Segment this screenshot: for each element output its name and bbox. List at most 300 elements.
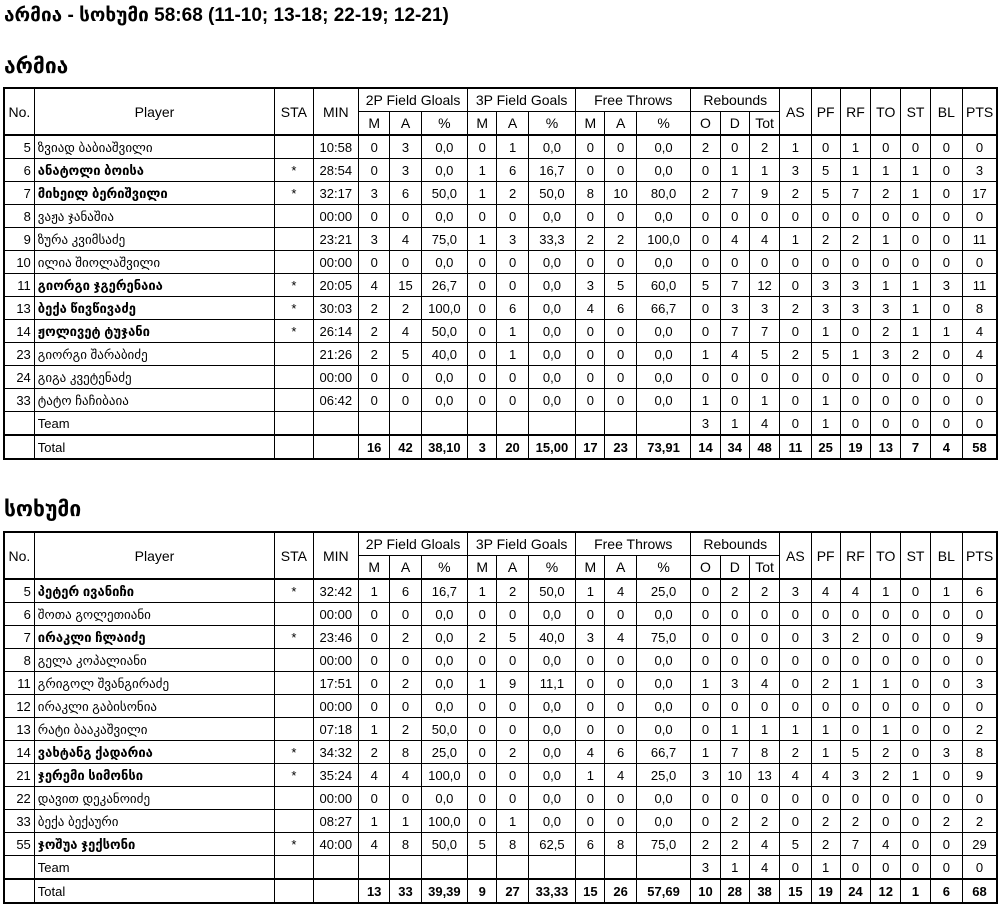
stat-pft: 0,0: [636, 787, 691, 810]
player-number: 55: [4, 833, 34, 856]
stat-mft: 0: [576, 320, 605, 343]
stat-mft: 0: [576, 649, 605, 672]
stat-aft: 0: [605, 159, 636, 182]
header-no: No.: [4, 88, 34, 135]
stat-pf: 5: [811, 159, 840, 182]
stat-m2: 2: [359, 741, 390, 764]
stat-pf: 3: [811, 274, 840, 297]
stat-mft: 0: [576, 718, 605, 741]
stat-p2: 0,0: [421, 649, 467, 672]
stat-a3: 1: [497, 320, 528, 343]
stat-mft: 0: [576, 135, 605, 159]
stat-pft: 80,0: [636, 182, 691, 205]
header-sta: STA: [275, 532, 313, 579]
stat-m3: 1: [468, 159, 497, 182]
stat-to: 0: [871, 205, 901, 228]
stat-pf: 2: [811, 672, 840, 695]
stat-m3: 0: [468, 787, 497, 810]
stat-a2: 0: [390, 695, 421, 718]
subheader-offensive: O: [691, 556, 720, 580]
stat-st: 0: [901, 672, 930, 695]
stat-a2: 6: [390, 182, 421, 205]
stat-rt: 2: [749, 135, 779, 159]
stat-a3: 5: [497, 626, 528, 649]
starter-mark: *: [275, 159, 313, 182]
starter-mark: [275, 718, 313, 741]
stat-m3: 0: [468, 366, 497, 389]
stat-pts: 8: [962, 297, 997, 320]
stat-rd: 7: [720, 274, 749, 297]
stat-pft: 66,7: [636, 297, 691, 320]
stat-to: 0: [871, 626, 901, 649]
empty-cell: [275, 856, 313, 880]
stat-rd: 0: [720, 251, 749, 274]
stat-a2: 3: [390, 135, 421, 159]
stat-rd: 0: [720, 787, 749, 810]
subheader-made: M: [359, 556, 390, 580]
stat-aft: 0: [605, 366, 636, 389]
stat-bl: 0: [930, 672, 962, 695]
header-player: Player: [34, 88, 274, 135]
player-number: 24: [4, 366, 34, 389]
stat-a2: [390, 412, 421, 436]
starter-mark: [275, 649, 313, 672]
player-row: [4, 205, 997, 228]
stat-bl: 0: [930, 412, 962, 436]
stat-pf: 0: [811, 649, 840, 672]
stat-mft: 0: [576, 343, 605, 366]
stat-m3: 0: [468, 343, 497, 366]
stat-bl: 2: [930, 810, 962, 833]
total-bl: 4: [930, 435, 962, 459]
header-bl: BL: [930, 532, 962, 579]
stat-m3: 0: [468, 205, 497, 228]
total-st: 1: [901, 879, 930, 903]
stat-rf: 5: [840, 741, 870, 764]
stat-bl: 0: [930, 205, 962, 228]
header-rebounds: Rebounds: [691, 88, 780, 112]
stat-rd: 1: [720, 856, 749, 880]
table-header: [4, 88, 997, 135]
stat-mft: 4: [576, 741, 605, 764]
stat-pf: 1: [811, 412, 840, 436]
stat-a3: 0: [497, 787, 528, 810]
player-name: ჯერემი სიმონსი: [34, 764, 274, 787]
stat-aft: 0: [605, 649, 636, 672]
stat-aft: [605, 856, 636, 880]
stat-as: 2: [780, 343, 811, 366]
stat-p2: 100,0: [421, 764, 467, 787]
stat-as: 0: [780, 251, 811, 274]
stat-m3: 0: [468, 741, 497, 764]
stat-a2: 4: [390, 228, 421, 251]
stat-pts: 29: [962, 833, 997, 856]
stat-m3: 0: [468, 649, 497, 672]
stat-ro: 1: [691, 741, 720, 764]
starter-mark: *: [275, 182, 313, 205]
stat-m2: 3: [359, 228, 390, 251]
stat-p2: 0,0: [421, 603, 467, 626]
stat-bl: 3: [930, 274, 962, 297]
stat-mft: 0: [576, 810, 605, 833]
minutes: 10:58: [313, 135, 358, 159]
stat-m2: 0: [359, 626, 390, 649]
stat-as: 0: [780, 274, 811, 297]
stat-rt: 4: [749, 412, 779, 436]
header-to: TO: [871, 88, 901, 135]
stat-mft: 3: [576, 274, 605, 297]
stat-pf: 2: [811, 810, 840, 833]
stat-pf: 0: [811, 787, 840, 810]
stat-p3: [528, 412, 575, 436]
player-number: 23: [4, 343, 34, 366]
stat-m3: 2: [468, 626, 497, 649]
player-number: 13: [4, 297, 34, 320]
player-name: გიორგი ჯგერენაია: [34, 274, 274, 297]
stat-to: 1: [871, 672, 901, 695]
stat-aft: 0: [605, 343, 636, 366]
stat-pts: 6: [962, 579, 997, 603]
stat-a3: 1: [497, 810, 528, 833]
stat-mft: [576, 856, 605, 880]
stat-rf: 0: [840, 718, 870, 741]
stat-a3: 0: [497, 366, 528, 389]
stat-a3: 1: [497, 135, 528, 159]
stat-p2: 0,0: [421, 626, 467, 649]
team-name: არმია: [4, 55, 69, 78]
stat-ro: 3: [691, 856, 720, 880]
stat-a2: 0: [390, 251, 421, 274]
player-number: 7: [4, 626, 34, 649]
player-number: 22: [4, 787, 34, 810]
stat-mft: 0: [576, 205, 605, 228]
stat-aft: 0: [605, 810, 636, 833]
stat-pft: 0,0: [636, 649, 691, 672]
stat-st: 0: [901, 856, 930, 880]
total-as: 15: [780, 879, 811, 903]
stat-bl: 0: [930, 856, 962, 880]
total-to: 12: [871, 879, 901, 903]
stat-m2: 4: [359, 833, 390, 856]
subheader-total: Tot: [749, 112, 779, 136]
stat-rf: 4: [840, 579, 870, 603]
player-number: 6: [4, 159, 34, 182]
stat-m3: 0: [468, 297, 497, 320]
total-rd: 28: [720, 879, 749, 903]
stat-pft: 75,0: [636, 833, 691, 856]
stat-rd: 7: [720, 741, 749, 764]
stat-pft: 0,0: [636, 320, 691, 343]
starter-mark: *: [275, 741, 313, 764]
stat-ro: 5: [691, 274, 720, 297]
stat-pts: 0: [962, 412, 997, 436]
subheader-defensive: D: [720, 112, 749, 136]
minutes: 00:00: [313, 603, 358, 626]
header-row: [4, 532, 997, 556]
stat-a2: 2: [390, 626, 421, 649]
stat-rf: 3: [840, 274, 870, 297]
stat-pf: 0: [811, 603, 840, 626]
starter-mark: *: [275, 274, 313, 297]
header-min: MIN: [313, 532, 358, 579]
total-a2: 33: [390, 879, 421, 903]
stat-pf: 4: [811, 764, 840, 787]
stat-rd: 0: [720, 205, 749, 228]
stat-rf: 0: [840, 251, 870, 274]
header-free-throws: Free Throws: [576, 532, 691, 556]
stat-to: 0: [871, 412, 901, 436]
stat-aft: 0: [605, 603, 636, 626]
stat-rf: 3: [840, 297, 870, 320]
stat-m2: 0: [359, 389, 390, 412]
stat-a2: 15: [390, 274, 421, 297]
stat-bl: 0: [930, 251, 962, 274]
stat-a3: 2: [497, 741, 528, 764]
stat-p2: 100,0: [421, 810, 467, 833]
stat-rd: 0: [720, 603, 749, 626]
total-pft: 57,69: [636, 879, 691, 903]
player-number: 14: [4, 741, 34, 764]
empty-cell: [313, 435, 358, 459]
stat-as: 3: [780, 579, 811, 603]
player-row: [4, 366, 997, 389]
stat-rd: 1: [720, 159, 749, 182]
header-3p-field-goals: 3P Field Goals: [468, 88, 576, 112]
stat-st: 0: [901, 603, 930, 626]
stat-rf: 0: [840, 856, 870, 880]
stat-bl: 0: [930, 695, 962, 718]
stat-ro: 0: [691, 718, 720, 741]
stat-m2: [359, 856, 390, 880]
stat-p2: [421, 856, 467, 880]
stat-rd: 7: [720, 182, 749, 205]
stat-a2: 8: [390, 741, 421, 764]
table-header: [4, 532, 997, 579]
stat-mft: 0: [576, 366, 605, 389]
minutes: 28:54: [313, 159, 358, 182]
stat-st: 0: [901, 412, 930, 436]
stat-pft: 25,0: [636, 764, 691, 787]
stat-pf: 5: [811, 343, 840, 366]
stat-rd: 1: [720, 718, 749, 741]
player-number: 5: [4, 135, 34, 159]
starter-mark: [275, 251, 313, 274]
stat-p2: 16,7: [421, 579, 467, 603]
stat-as: 2: [780, 297, 811, 320]
player-row: [4, 274, 997, 297]
total-a3: 27: [497, 879, 528, 903]
stat-rd: 0: [720, 389, 749, 412]
player-row: [4, 741, 997, 764]
stat-a3: 0: [497, 205, 528, 228]
stat-rt: 1: [749, 718, 779, 741]
stat-a3: 1: [497, 343, 528, 366]
stat-aft: [605, 412, 636, 436]
player-number: 9: [4, 228, 34, 251]
stat-rt: 13: [749, 764, 779, 787]
total-aft: 26: [605, 879, 636, 903]
stat-p2: 75,0: [421, 228, 467, 251]
stat-as: 1: [780, 228, 811, 251]
stat-pft: 0,0: [636, 343, 691, 366]
starter-mark: [275, 366, 313, 389]
minutes: 07:18: [313, 718, 358, 741]
stat-bl: 0: [930, 297, 962, 320]
stat-aft: 5: [605, 274, 636, 297]
player-name: ჟოლივეტ ტუჯანი: [34, 320, 274, 343]
stat-aft: 0: [605, 718, 636, 741]
stat-ro: 0: [691, 787, 720, 810]
stat-st: 0: [901, 366, 930, 389]
stat-pf: 3: [811, 626, 840, 649]
stat-aft: 2: [605, 228, 636, 251]
stat-bl: 1: [930, 320, 962, 343]
stat-bl: 0: [930, 626, 962, 649]
stat-to: 0: [871, 649, 901, 672]
stat-to: 4: [871, 833, 901, 856]
stat-ro: 2: [691, 833, 720, 856]
stat-to: 0: [871, 856, 901, 880]
stat-bl: 0: [930, 718, 962, 741]
stat-pft: [636, 856, 691, 880]
header-2p-field-goals: 2P Field Gloals: [359, 532, 468, 556]
stat-as: 0: [780, 787, 811, 810]
box-score-table: [3, 531, 998, 904]
stat-mft: 0: [576, 787, 605, 810]
stat-to: 2: [871, 320, 901, 343]
stat-pts: 0: [962, 649, 997, 672]
stat-m3: 5: [468, 833, 497, 856]
stat-bl: 0: [930, 649, 962, 672]
stat-pts: 4: [962, 343, 997, 366]
empty-cell: [4, 435, 34, 459]
starter-mark: *: [275, 320, 313, 343]
player-number: 8: [4, 205, 34, 228]
total-as: 11: [780, 435, 811, 459]
stat-ro: 0: [691, 320, 720, 343]
stat-as: 0: [780, 626, 811, 649]
stat-rt: 0: [749, 205, 779, 228]
stat-m3: 0: [468, 718, 497, 741]
minutes: 40:00: [313, 833, 358, 856]
stat-a3: 6: [497, 159, 528, 182]
player-row: [4, 603, 997, 626]
stat-ro: 0: [691, 603, 720, 626]
subheader-defensive: D: [720, 556, 749, 580]
stat-p3: 0,0: [528, 603, 575, 626]
stat-pft: 0,0: [636, 695, 691, 718]
subheader-made: M: [576, 112, 605, 136]
total-row-label: Total: [34, 435, 274, 459]
stat-rt: 9: [749, 182, 779, 205]
stat-as: 0: [780, 412, 811, 436]
stat-p2: 100,0: [421, 297, 467, 320]
stat-st: 0: [901, 810, 930, 833]
stat-rf: 1: [840, 135, 870, 159]
stat-pf: 1: [811, 856, 840, 880]
stat-pf: 0: [811, 205, 840, 228]
stat-to: 2: [871, 764, 901, 787]
stat-aft: 0: [605, 320, 636, 343]
stat-rf: 2: [840, 810, 870, 833]
stat-st: 0: [901, 718, 930, 741]
starter-mark: [275, 695, 313, 718]
player-row: [4, 182, 997, 205]
stat-rt: 0: [749, 787, 779, 810]
subheader-attempted: A: [390, 112, 421, 136]
subheader-made: M: [359, 112, 390, 136]
stat-st: 0: [901, 389, 930, 412]
stat-ro: 0: [691, 695, 720, 718]
stat-a2: 0: [390, 787, 421, 810]
player-row: [4, 320, 997, 343]
header-sta: STA: [275, 88, 313, 135]
header-rf: RF: [840, 88, 870, 135]
stat-ro: 0: [691, 626, 720, 649]
stat-pts: 3: [962, 159, 997, 182]
stat-p3: 0,0: [528, 297, 575, 320]
total-m2: 13: [359, 879, 390, 903]
stat-a2: [390, 856, 421, 880]
stat-p3: 0,0: [528, 135, 575, 159]
stat-rf: 0: [840, 320, 870, 343]
stat-rt: 4: [749, 856, 779, 880]
stat-rt: 0: [749, 649, 779, 672]
header-rf: RF: [840, 532, 870, 579]
starter-mark: [275, 810, 313, 833]
stat-aft: 0: [605, 695, 636, 718]
player-number: 33: [4, 389, 34, 412]
stat-aft: 4: [605, 764, 636, 787]
stat-p2: 0,0: [421, 787, 467, 810]
stat-st: 0: [901, 787, 930, 810]
stat-mft: 2: [576, 228, 605, 251]
stat-a3: 8: [497, 833, 528, 856]
stat-m2: 1: [359, 579, 390, 603]
stat-pft: 0,0: [636, 718, 691, 741]
stat-ro: 0: [691, 810, 720, 833]
player-row: [4, 579, 997, 603]
stat-rd: 0: [720, 695, 749, 718]
starter-mark: [275, 389, 313, 412]
stat-mft: 0: [576, 695, 605, 718]
stat-pf: 1: [811, 718, 840, 741]
stat-p2: 0,0: [421, 205, 467, 228]
header-free-throws: Free Throws: [576, 88, 691, 112]
stat-rf: 7: [840, 182, 870, 205]
stat-st: 1: [901, 320, 930, 343]
stat-pft: 0,0: [636, 366, 691, 389]
minutes: 32:17: [313, 182, 358, 205]
stat-mft: 1: [576, 579, 605, 603]
stat-a3: 0: [497, 274, 528, 297]
minutes: 08:27: [313, 810, 358, 833]
stat-m2: 3: [359, 182, 390, 205]
stat-rd: 2: [720, 579, 749, 603]
stat-to: 0: [871, 695, 901, 718]
subheader-made: M: [468, 112, 497, 136]
stat-rt: 0: [749, 695, 779, 718]
stat-p2: 50,0: [421, 320, 467, 343]
stat-m3: 1: [468, 228, 497, 251]
stat-pts: 0: [962, 205, 997, 228]
stat-pts: 0: [962, 787, 997, 810]
stat-rd: 0: [720, 366, 749, 389]
total-m3: 3: [468, 435, 497, 459]
stat-pft: 100,0: [636, 228, 691, 251]
stat-m3: 0: [468, 389, 497, 412]
stat-a2: 0: [390, 366, 421, 389]
